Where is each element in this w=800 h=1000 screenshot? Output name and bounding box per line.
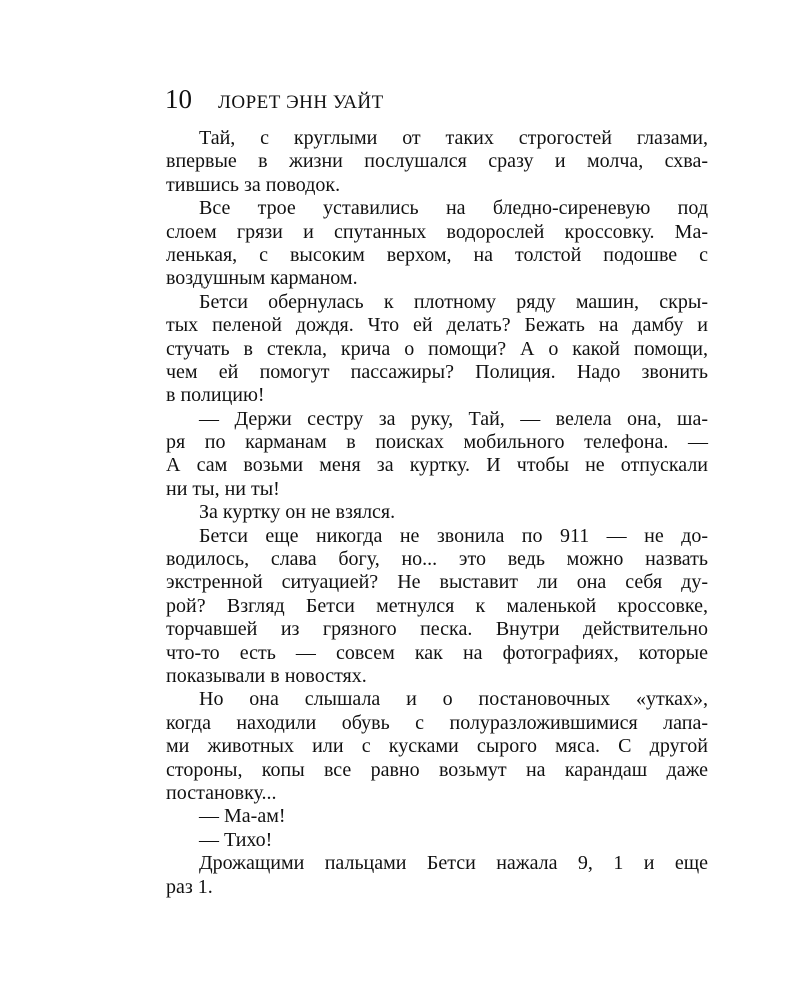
text-line: Бетси обернулась к плотному ряду машин, скры- bbox=[199, 290, 708, 313]
text-line: воздушным карманом. bbox=[166, 267, 358, 290]
page-header bbox=[165, 84, 384, 120]
text-line: впервые в жизни послушался сразу и молча, схва- bbox=[166, 150, 708, 173]
text-line: ни ты, ни ты! bbox=[166, 477, 280, 500]
text-line: раз 1. bbox=[166, 875, 213, 898]
text-line: ря по карманам в поисках мобильного телефона. — bbox=[166, 431, 708, 454]
text-line: ленькая, с высоким верхом, на толстой подошве с bbox=[166, 243, 708, 266]
text-line: стучать в стекла, крича о помощи? А о какой помощи, bbox=[166, 337, 708, 360]
body-text bbox=[166, 127, 708, 899]
text-line: тившись за поводок. bbox=[166, 173, 341, 196]
text-line: Но она слышала и о постановочных «утках», bbox=[199, 688, 708, 711]
text-line: тых пеленой дождя. Что ей делать? Бежать на дамбу и bbox=[166, 314, 708, 337]
text-line: постановку... bbox=[166, 781, 277, 804]
text-line: когда находили обувь с полуразложившимися лапа- bbox=[166, 711, 708, 734]
text-line: стороны, копы все равно возьмут на карандаш даже bbox=[166, 758, 708, 781]
text-line: Все трое уставились на бледно-сиреневую под bbox=[199, 197, 708, 220]
page-number: 10 bbox=[165, 84, 192, 114]
text-line: показывали в новостях. bbox=[166, 664, 367, 687]
text-line: — Тихо! bbox=[199, 828, 273, 851]
text-line: чем ей помогут пассажиры? Полиция. Надо звонить bbox=[166, 360, 708, 383]
text-line: что-то есть — совсем как на фотографиях, которые bbox=[166, 641, 708, 664]
text-line: водилось, слава богу, но... это ведь можно назвать bbox=[166, 548, 708, 571]
text-line: экстренной ситуацией? Не выставит ли она себя ду- bbox=[166, 571, 708, 594]
text-line: За куртку он не взялся. bbox=[199, 501, 396, 524]
text-line: Бетси еще никогда не звонила по 911 — не до- bbox=[199, 524, 708, 547]
text-line: в полицию! bbox=[166, 384, 265, 407]
text-line: — Держи сестру за руку, Тай, — велела она, ша- bbox=[199, 407, 708, 430]
text-line: Тай, с круглыми от таких строгостей глазами, bbox=[199, 127, 708, 149]
text-line: А сам возьми меня за куртку. И чтобы не отпускали bbox=[166, 454, 708, 477]
text-line: слоем грязи и спутанных водорослей кроссовку. Ма- bbox=[166, 220, 708, 243]
running-head: ЛОРЕТ ЭНН УАЙТ bbox=[218, 92, 384, 113]
text-line: ми животных или с кусками сырого мяса. С другой bbox=[166, 735, 708, 758]
text-line: Дрожащими пальцами Бетси нажала 9, 1 и еще bbox=[199, 852, 708, 875]
text-line: рой? Взгляд Бетси метнулся к маленькой кроссовке, bbox=[166, 594, 708, 617]
text-line: торчавшей из грязного песка. Внутри действительно bbox=[166, 618, 708, 641]
text-line: — Ма-ам! bbox=[199, 805, 286, 828]
